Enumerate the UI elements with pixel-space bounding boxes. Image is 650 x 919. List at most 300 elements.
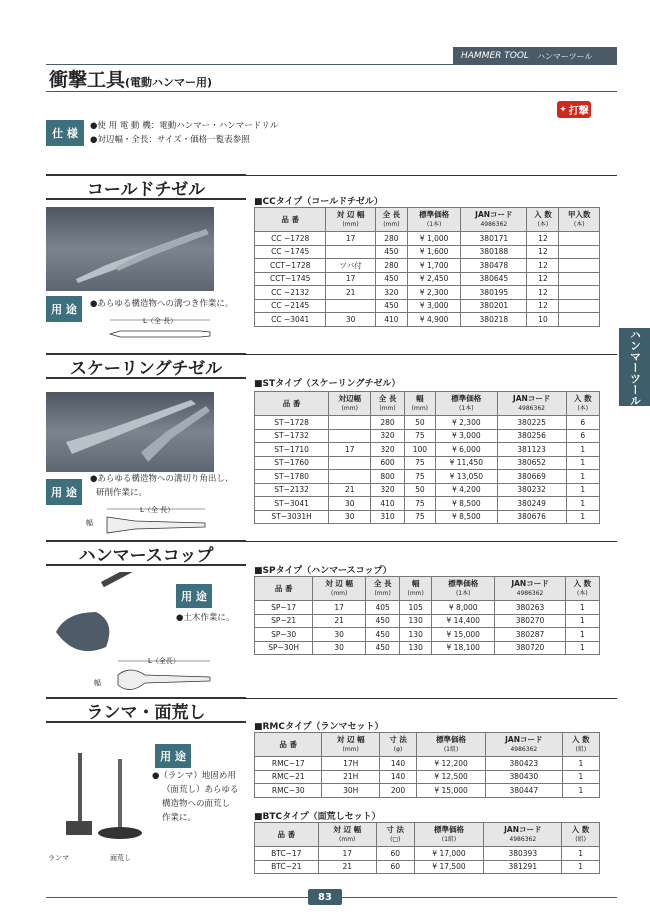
table-row [255,470,600,484]
table-row [255,429,600,443]
table-cell: 75 [404,470,435,484]
table-rmc [254,732,600,798]
column-header-unit: (mm) [383,220,400,228]
table-cell: ¥ 15,000 [432,628,495,642]
column-header-label: 入 数 [572,734,590,744]
table-row [255,259,600,273]
cold-chisel-photo [46,207,214,291]
dim-width-sp: 幅 [94,679,101,687]
table-cell: 450 [375,299,407,313]
table-cell: ¥ 12,200 [417,757,486,771]
table-cell: 12 [527,259,559,273]
section-rule-rmc [246,698,617,699]
table-row [255,784,600,798]
table-cell: RMC−17 [255,757,322,771]
column-header-unit: 4986362 [480,220,508,228]
column-header [322,733,379,757]
table-cell: ¥ 3,000 [435,429,497,443]
table-cell [329,416,371,430]
table-cell: 320 [371,429,404,443]
table-cell: 380256 [497,429,566,443]
usage-st-1: ●あらゆる構造物への溝切り角出し、 [90,474,234,484]
column-header [371,392,404,416]
table-cell: ST−2132 [255,483,329,497]
table-cell: 380430 [485,770,562,784]
column-header-label: 品 番 [281,214,299,224]
table-row [255,272,600,286]
table-cell: 17 [326,232,375,246]
table-row [255,313,600,327]
table-row [255,443,600,457]
table-cell: 1 [566,483,599,497]
column-header [485,733,562,757]
table-row [255,614,600,628]
table-cell: 60 [376,860,414,874]
hammer-icon: ✦ [559,104,567,115]
column-header-unit: (mm) [407,589,424,597]
table-cell [559,286,600,300]
column-header-label: 入 数 [573,393,592,403]
table-row [255,510,600,524]
column-header [484,823,562,847]
column-header-label: JANコード [511,578,549,588]
table-cell: 1 [562,770,599,784]
column-header-label: 品 番 [277,829,296,839]
table-cell: 280 [375,259,407,273]
column-header-label: JANコード [505,734,543,744]
table-cell [559,245,600,259]
dim-width-st: 幅 [86,519,93,527]
table-cell: 130 [400,628,432,642]
table-cell: 600 [371,456,404,470]
table-cell: BTC−17 [255,847,319,861]
table-cell: 1 [562,757,599,771]
column-header-unit: 4986362 [509,835,537,843]
table-cell: 17 [313,601,366,615]
column-header-label: 寸 法 [389,734,407,744]
table-cell [559,272,600,286]
column-header-unit: (mm) [411,404,429,412]
rammer-photo [46,745,151,850]
table-row [255,770,600,784]
column-header-label: 入 数 [534,209,552,219]
table-cell: 280 [375,232,407,246]
subtitle-btc: ■BTCタイプ（面荒しセット） [254,812,381,822]
table-cell: 1 [565,628,599,642]
column-header-label: JANコード [512,393,551,403]
column-header [255,823,319,847]
table-cell: 800 [371,470,404,484]
table-cell: 380263 [495,601,565,615]
impact-badge-label: 打撃 [568,106,589,117]
column-header-unit: (mm) [331,589,348,597]
table-cell: 1 [565,641,599,655]
column-header [562,823,600,847]
scaling-chisel-photo [46,392,214,472]
table-cell: 450 [375,245,407,259]
column-header-label: 幅 [411,578,420,588]
page-title-main: 衝撃工具 [49,69,126,91]
table-cell: CCT−1728 [255,259,326,273]
table-cell: CC −3041 [255,313,326,327]
column-header-unit: (組) [575,835,586,843]
table-row [255,628,600,642]
column-header [326,208,375,232]
usage-label-st: 用 途 [46,479,82,505]
column-header-label: 対 辺 幅 [325,578,354,588]
column-header-unit: (1組) [443,745,459,753]
column-header [376,823,414,847]
table-cell: ST−1710 [255,443,329,457]
table-cell: 380287 [495,628,565,642]
subtitle-cc: ■CCタイプ（コールドチゼル） [254,197,383,207]
table-cell: ¥ 6,000 [435,443,497,457]
usage-label-rmc: 用 途 [155,744,191,768]
table-row [255,847,600,861]
table-row [255,483,600,497]
table-row [255,641,600,655]
table-cell: 12 [527,272,559,286]
table-cell: BTC−21 [255,860,319,874]
page-title [49,65,212,92]
table-row [255,299,600,313]
table-cell: 1 [562,860,600,874]
subtitle-st: ■STタイプ（スケーリングチゼル） [254,379,401,389]
table-cell: 380478 [461,259,527,273]
table-cell: 21 [313,614,366,628]
table-cell: 1 [562,784,599,798]
column-header-label: 対 辺 幅 [333,824,362,834]
column-header [527,208,559,232]
column-header [435,392,497,416]
page-title-sub: (電動ハンマー用) [125,76,213,89]
table-cell: 1 [565,614,599,628]
table-cell: 75 [404,429,435,443]
table-cell: ¥ 8,000 [432,601,495,615]
column-header-unit: (mm) [341,404,358,412]
section-heading-sp: ハンマースコップ [46,540,246,566]
table-header-row [255,577,600,601]
table-cell: ¥ 1,600 [407,245,460,259]
table-cell [329,456,371,470]
table-cell: ¥ 17,500 [414,860,484,874]
table-header-row [255,733,600,757]
column-header-unit: (1本) [459,404,474,412]
table-btc [254,822,600,874]
table-cell: CC −2132 [255,286,326,300]
column-header-label: 対 辺 幅 [336,734,365,744]
table-cell: 320 [371,483,404,497]
table-cell: 12 [527,299,559,313]
table-cell: ¥ 4,900 [407,313,460,327]
column-header [495,577,565,601]
column-header-unit: (1本) [455,589,471,597]
table-cell: SP−21 [255,614,313,628]
column-header [565,577,599,601]
table-cell: ¥ 2,450 [407,272,460,286]
column-header [497,392,566,416]
table-header-row [255,208,600,232]
usage-cc: ●あらゆる構造物への溝つき作業に。 [90,299,234,309]
table-cell: 130 [400,614,432,628]
column-header [379,733,416,757]
table-cell: 380423 [485,757,562,771]
table-cell: 405 [366,601,400,615]
table-cell: 450 [366,628,400,642]
table-header-row [255,823,600,847]
column-header-unit: 4986362 [510,745,538,753]
usage-rmc-4: 作業に。 [162,813,197,823]
column-header-label: 全 長 [373,578,392,588]
column-header-label: 標準価格 [448,578,479,588]
table-row [255,757,600,771]
table-cell: SP−17 [255,601,313,615]
table-cell: 280 [371,416,404,430]
table-cell: 450 [375,272,407,286]
table-cell: ST−1760 [255,456,329,470]
table-cell: 380652 [497,456,566,470]
caption-roughener: 面荒し [110,854,131,862]
column-header-label: 寸 法 [386,824,405,834]
subtitle-sp: ■SPタイプ（ハンマースコップ） [254,566,392,576]
header-band-en: HAMMER TOOL [461,51,529,61]
table-cell: 75 [404,510,435,524]
column-header-label: 標準価格 [419,209,450,219]
section-rule-sp [246,541,617,542]
table-cell: 30H [322,784,379,798]
usage-sp: ●土木作業に。 [176,613,235,623]
column-header [255,392,329,416]
section-heading-rmc: ランマ・面荒し [46,697,246,723]
table-cell: 30 [326,313,375,327]
table-cell: ¥ 1,700 [407,259,460,273]
column-header [432,577,495,601]
column-header [375,208,407,232]
dim-length-cc: L（全 長） [143,317,178,325]
table-cell: ¥ 8,500 [435,497,497,511]
column-header [404,392,435,416]
column-header [559,208,600,232]
table-cell: ¥ 2,300 [435,416,497,430]
table-cell: 380270 [495,614,565,628]
column-header-unit: (□) [390,835,401,843]
table-cell: 380669 [497,470,566,484]
table-cell: 1 [562,847,600,861]
table-cell: 6 [566,429,599,443]
table-cell: 30 [329,497,371,511]
table-row [255,456,600,470]
table-row [255,286,600,300]
table-cell: 100 [404,443,435,457]
spec-line-1: ●使 用 電 動 機：電動ハンマー・ハンマードリル [90,121,279,131]
hammer-scoop-image [46,572,166,662]
table-cell: 1 [566,510,599,524]
column-header-label: 入 数 [573,578,592,588]
table-cell: 30 [313,628,366,642]
table-cell [559,313,600,327]
spec-label: 仕 様 [46,120,84,146]
column-header [318,823,376,847]
table-cell: ST−3031H [255,510,329,524]
table-cell: ¥ 2,300 [407,286,460,300]
usage-label-cc: 用 途 [46,296,82,322]
table-row [255,232,600,246]
table-cell: 140 [379,770,416,784]
table-cell: 380201 [461,299,527,313]
column-header-unit: (φ) [393,745,403,753]
column-header-unit: (mm) [342,745,359,753]
table-cell: ¥ 13,050 [435,470,497,484]
column-header [255,733,322,757]
table-cell: 380645 [461,272,527,286]
table-cell: 50 [404,483,435,497]
table-cell: ¥ 1,000 [407,232,460,246]
dim-length-sp: L（全長） [148,657,180,665]
column-header-unit: (mm) [379,404,396,412]
dim-length-st: L（全 長） [140,506,175,514]
table-cell: ¥ 11,450 [435,456,497,470]
table-cell: 1 [566,443,599,457]
table-cell: 320 [371,443,404,457]
column-header [461,208,527,232]
column-header [255,208,326,232]
table-cell: CCT−1745 [255,272,326,286]
column-header-unit: (本) [577,589,588,597]
impact-badge [557,101,591,118]
usage-rmc-1: ●（ランマ）地固め用 [152,771,236,781]
table-cell: 105 [400,601,432,615]
table-cell: 6 [566,416,599,430]
table-cell: 75 [404,456,435,470]
table-cell: 12 [527,286,559,300]
table-cell: 380447 [485,784,562,798]
table-row [255,860,600,874]
title-rule [46,91,617,92]
scaling-chisel-image [46,392,214,472]
side-tab: ハンマーツール [619,328,650,406]
table-cell [329,470,371,484]
usage-st-2: 研削作業に。 [96,488,148,498]
section-rule-st [246,354,617,355]
table-cell [559,232,600,246]
column-header-unit: (mm) [339,835,356,843]
column-header [407,208,460,232]
table-cell: 75 [404,497,435,511]
table-cell: ¥ 17,000 [414,847,484,861]
table-cell: ¥ 14,400 [432,614,495,628]
column-header-label: 標準価格 [434,824,464,834]
column-header [566,392,599,416]
column-header-unit: (1組) [441,835,457,843]
column-header-unit: (mm) [374,589,391,597]
column-header [313,577,366,601]
column-header-label: 全 長 [378,393,397,403]
table-cell: 310 [371,510,404,524]
column-header-label: 入 数 [571,824,590,834]
hammer-scoop-photo [46,572,166,662]
table-cell [559,299,600,313]
table-cell: 1 [565,601,599,615]
usage-label-sp: 用 途 [176,584,212,608]
column-header-unit: 4986362 [518,404,545,412]
table-cell: 380225 [497,416,566,430]
page-number: 83 [308,889,342,905]
caption-rammer: ランマ [48,854,69,862]
table-cell: 21H [322,770,379,784]
table-cell: 30 [329,510,371,524]
column-header-label: 幅 [416,393,424,403]
table-row [255,601,600,615]
table-cell: ¥ 4,200 [435,483,497,497]
table-cell: RMC−30 [255,784,322,798]
table-cell: 12 [527,245,559,259]
table-row [255,416,600,430]
table-cell: ST−1728 [255,416,329,430]
table-cell: 380218 [461,313,527,327]
table-cell: 380171 [461,232,527,246]
table-cell: 17H [322,757,379,771]
column-header [417,733,486,757]
table-cell: 21 [329,483,371,497]
table-cell: 21 [326,286,375,300]
table-cell: 17 [318,847,376,861]
column-header-label: JANコード [475,209,513,219]
column-header-label: 全 長 [382,209,401,219]
subtitle-rmc: ■RMCタイプ（ランマセット） [254,722,384,732]
table-cell: 60 [376,847,414,861]
column-header-unit: (本) [537,220,549,228]
table-cell: 381123 [497,443,566,457]
column-header [366,577,400,601]
table-cell: 17 [329,443,371,457]
cold-chisel-image [46,207,214,291]
table-header-row [255,392,600,416]
table-cell: CC −1728 [255,232,326,246]
column-header-label: 品 番 [282,398,301,408]
table-cell: 1 [566,497,599,511]
column-header-label: 標準価格 [436,734,467,744]
table-cell: 380188 [461,245,527,259]
table-cell: ¥ 8,500 [435,510,497,524]
table-row [255,245,600,259]
column-header-label: 対 辺 幅 [336,209,365,219]
table-cell: 320 [375,286,407,300]
table-cell: 10 [527,313,559,327]
table-cell: 21 [318,860,376,874]
table-cell: 200 [379,784,416,798]
column-header-label: JANコード [504,824,542,834]
table-cc [254,207,600,327]
table-cell: 130 [400,641,432,655]
table-cell: 1 [566,456,599,470]
column-header-label: 品 番 [274,583,293,593]
section-rule-cc [246,175,617,176]
column-header-unit: 4986362 [516,589,544,597]
section-heading-cc: コールドチゼル [46,174,246,200]
column-header-label: 甲入数 [567,209,591,219]
column-header-unit: (1本) [426,220,442,228]
column-header-unit: (本) [577,404,589,412]
table-cell: RMC−21 [255,770,322,784]
table-cell: SP−30H [255,641,313,655]
table-cell: 380249 [497,497,566,511]
column-header-unit: (本) [573,220,585,228]
column-header-label: 標準価格 [451,393,482,403]
table-sp [254,576,600,655]
table-cell: ST−1732 [255,429,329,443]
table-cell: ¥ 12,500 [417,770,486,784]
table-cell: ¥ 15,000 [417,784,486,798]
